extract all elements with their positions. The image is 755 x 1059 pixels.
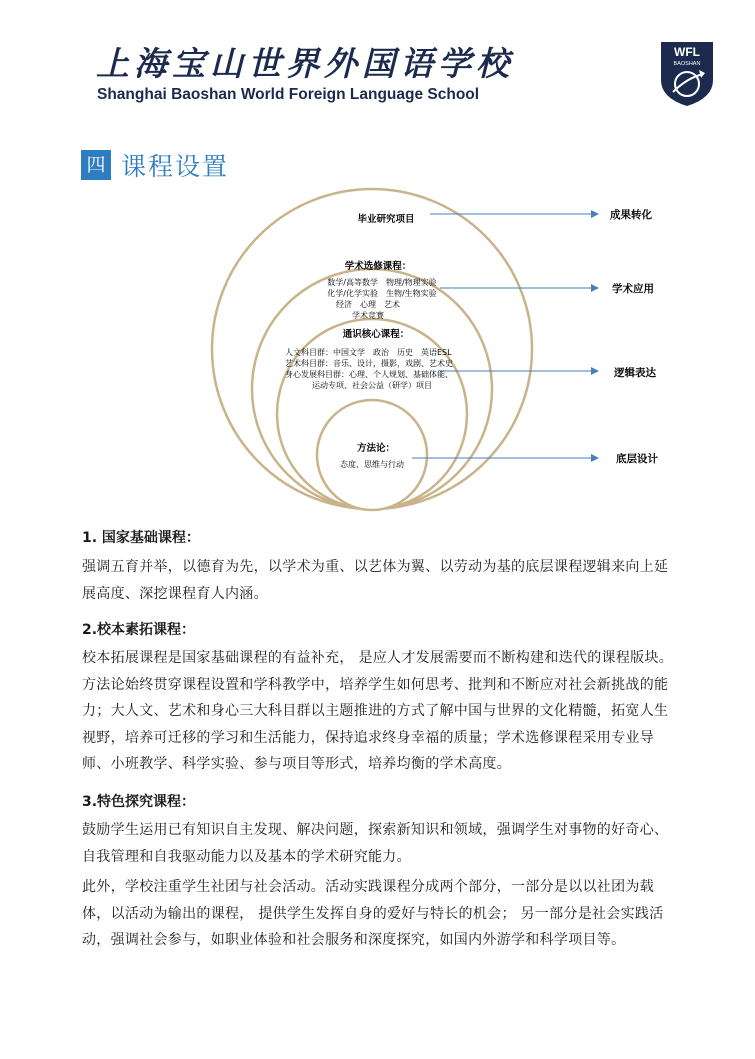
curriculum-diagram — [0, 180, 755, 520]
heading-national-curriculum: 1. 国家基础课程： — [82, 530, 200, 546]
section-number-badge: 四 — [81, 150, 111, 180]
electives-line-4: 学术竞赛 — [352, 311, 384, 320]
label-methodology: 方法论： — [356, 443, 396, 454]
target-academic-application: 学术应用 — [612, 283, 654, 295]
electives-line-3: 经济 心理 艺术 — [336, 300, 400, 309]
heading-inquiry-curriculum: 3.特色探究课程： — [82, 794, 196, 810]
label-core-curriculum: 通识核心课程： — [342, 329, 410, 340]
heading-school-curriculum: 2.校本素拓课程： — [82, 622, 196, 638]
paragraph-activities: 此外，学校注重学生社团与社会活动。活动实践课程分成两个部分，一部分是以以社团为载体，以活动为输出的课程， 提供学生发挥自身的爱好与特长的机会； 另一部分是社会实践活动，强调社会参与，如职业体验和社会服务和深度探究，如国内外游学和科学项目等。 — [82, 879, 664, 948]
target-logical-expression: 逻辑表达 — [614, 367, 656, 379]
core-line-3: 身心发展科目群：心理、个人规划、基础体能、 — [285, 370, 453, 379]
section-heading: 课程设置 — [121, 152, 230, 181]
core-line-2: 艺术科目群：音乐、设计，摄影，戏剧、艺术史 — [285, 359, 453, 368]
label-graduation-project: 毕业研究项目 — [357, 214, 415, 225]
paragraph-school-curriculum: 校本拓展课程是国家基础课程的有益补充， 是应人才发展需要而不断构建和迭代的课程版块。方法论始终贯穿课程设置和学科教学中，培养学生如何思考、批判和不断应对社会新挑战的能力；大人文、艺术和身心三大科目群以主题推进的方式了解中国与世界的文化精髓，拓宽人生视野，培养可迁移的学习和生活能力，保持追求终身幸福的质量；学术选修课程采用专业导师、小班教学、科学实验、参与项目等形式，培养均衡的学术高度。 — [82, 650, 674, 772]
methodology-line-1: 态度、思维与行动 — [340, 460, 404, 469]
target-result-transformation: 成果转化 — [610, 209, 652, 221]
logo-text-baoshan: BAOSHAN — [673, 61, 701, 67]
electives-line-2: 化学/化学实验 生物/生物实验 — [327, 289, 437, 298]
target-foundation-design: 底层设计 — [616, 453, 658, 465]
core-line-1: 人文科目群：中国文学 政治 历史 英语ESL — [285, 348, 452, 357]
school-name-cn: 上海宝山世界外国语学校 — [96, 44, 514, 83]
electives-line-1: 数学/高等数学 物理/物理实验 — [327, 278, 437, 287]
document-header — [0, 0, 755, 120]
logo-text-wfl: WFL — [674, 45, 700, 59]
school-name-en: Shanghai Baoshan World Foreign Language School — [97, 86, 480, 103]
core-line-4: 运动专项、社会公益（研学）项目 — [312, 381, 432, 390]
paragraph-national-curriculum: 强调五育并举，以德育为先，以学术为重、以艺体为翼、以劳动为基的底层课程逻辑来向上延展高度、深挖课程育人内涵。 — [82, 559, 669, 602]
label-academic-electives: 学术选修课程： — [344, 261, 412, 272]
ring-methodology — [317, 400, 427, 510]
paragraph-inquiry-curriculum: 鼓励学生运用已有知识自主发现、解决问题，探索新知识和领域，强调学生对事物的好奇心、自我管理和自我驱动能力以及基本的学术研究能力。 — [82, 822, 669, 865]
school-logo-icon — [659, 40, 715, 108]
